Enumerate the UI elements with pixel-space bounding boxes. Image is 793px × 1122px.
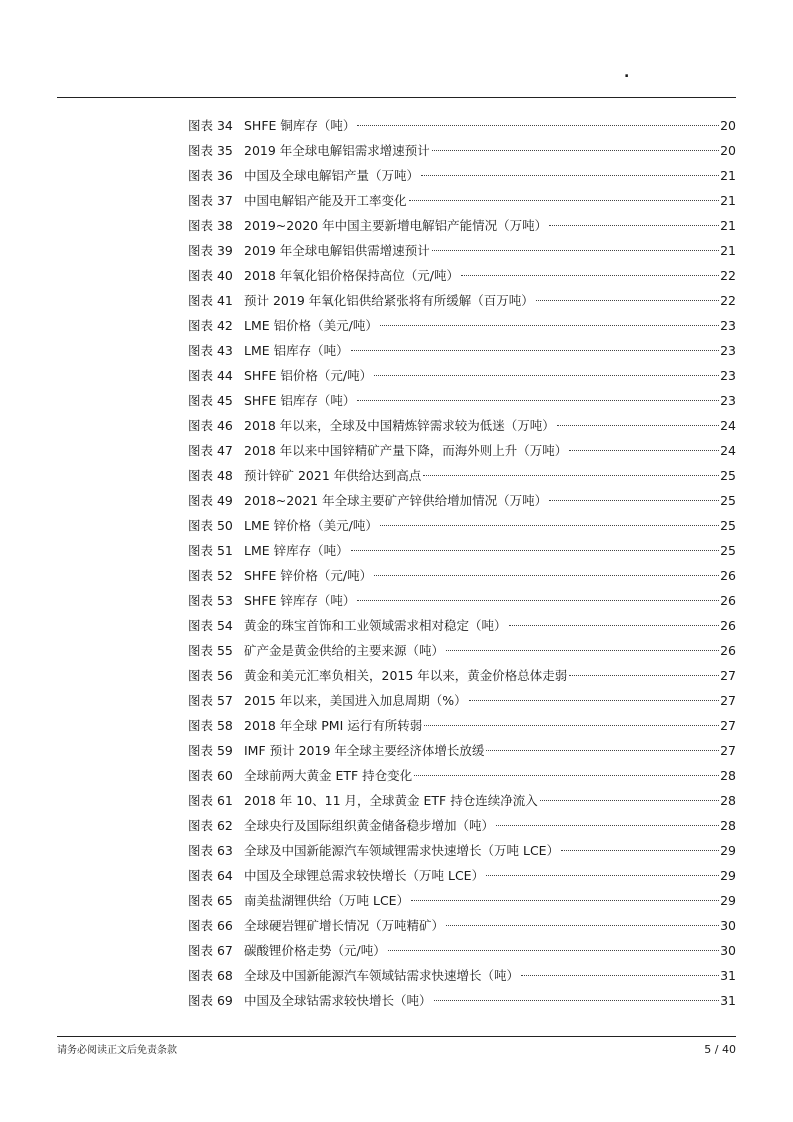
toc-entry-page[interactable]: 20 <box>720 143 736 158</box>
toc-entry[interactable] <box>188 238 736 263</box>
toc-dot-leader <box>569 675 719 676</box>
toc-entry-title[interactable]: 中国电解铝产能及开工率变化 <box>244 193 407 208</box>
toc-entry-title[interactable]: SHFE 铜库存（吨） <box>244 118 356 133</box>
toc-entry[interactable] <box>188 913 736 938</box>
toc-entry-label: 图表 47 <box>188 443 233 458</box>
toc-entry-page[interactable]: 21 <box>720 218 736 233</box>
toc-entry-title[interactable]: 2018 年 10、11 月，全球黄金 ETF 持仓连续净流入 <box>244 793 538 808</box>
toc-entry[interactable] <box>188 563 736 588</box>
toc-entry-label: 图表 52 <box>188 568 233 583</box>
toc-entry[interactable] <box>188 163 736 188</box>
toc-entry-title[interactable]: 2019~2020 年中国主要新增电解铝产能情况（万吨） <box>244 218 548 233</box>
toc-entry-label: 图表 43 <box>188 343 233 358</box>
toc-entry[interactable] <box>188 138 736 163</box>
toc-entry-title[interactable]: 全球及中国新能源汽车领域钴需求快速增长（吨） <box>244 968 520 983</box>
toc-entry[interactable] <box>188 663 736 688</box>
toc-entry-title[interactable]: 全球央行及国际组织黄金储备稳步增加（吨） <box>244 818 495 833</box>
toc-dot-leader <box>421 175 719 176</box>
toc-dot-leader <box>432 250 719 251</box>
toc-entry-title[interactable]: 2015 年以来，美国进入加息周期（%） <box>244 693 467 708</box>
toc-entry-page[interactable]: 25 <box>720 493 736 508</box>
toc-entry-title[interactable]: 2018 年以来，全球及中国精炼锌需求较为低迷（万吨） <box>244 418 555 433</box>
toc-entry-label: 图表 38 <box>188 218 233 233</box>
toc-entry-page[interactable]: 21 <box>720 243 736 258</box>
toc-dot-leader <box>469 700 719 701</box>
toc-entry-title[interactable]: 2019 年全球电解铝需求增速预计 <box>244 143 430 158</box>
toc-entry-label: 图表 48 <box>188 468 233 483</box>
toc-entry[interactable] <box>188 438 736 463</box>
toc-entry-title[interactable]: 矿产金是黄金供给的主要来源（吨） <box>244 643 445 658</box>
toc-dot-leader <box>388 950 719 951</box>
toc-entry-page[interactable]: 30 <box>720 943 736 958</box>
toc-entry[interactable] <box>188 638 736 663</box>
toc-entry[interactable] <box>188 463 736 488</box>
toc-entry-label: 图表 45 <box>188 393 233 408</box>
toc-entry-title[interactable]: 2018 年氧化铝价格保持高位（元/吨） <box>244 268 459 283</box>
toc-entry-label: 图表 65 <box>188 893 233 908</box>
toc-entry-title[interactable]: LME 铝价格（美元/吨） <box>244 318 378 333</box>
toc-entry[interactable] <box>188 388 736 413</box>
toc-entry[interactable] <box>188 363 736 388</box>
toc-entry-page[interactable]: 21 <box>720 168 736 183</box>
toc-entry-label: 图表 69 <box>188 993 233 1008</box>
toc-entry-page[interactable]: 27 <box>720 668 736 683</box>
toc-entry-label: 图表 64 <box>188 868 233 883</box>
toc-entry[interactable] <box>188 288 736 313</box>
toc-dot-leader <box>351 550 719 551</box>
toc-dot-leader <box>357 125 719 126</box>
toc-entry-title[interactable]: 预计 2019 年氧化铝供给紧张将有所缓解（百万吨） <box>244 293 534 308</box>
toc-dot-leader <box>569 450 719 451</box>
toc-dot-leader <box>423 475 719 476</box>
toc-entry[interactable] <box>188 688 736 713</box>
toc-entry-title[interactable]: 全球及中国新能源汽车领域锂需求快速增长（万吨 LCE） <box>244 843 560 858</box>
toc-entry-label: 图表 40 <box>188 268 233 283</box>
footer-rule <box>57 1036 736 1037</box>
toc-entry-title[interactable]: SHFE 锌价格（元/吨） <box>244 568 373 583</box>
toc-dot-leader <box>434 1000 720 1001</box>
toc-entry-page[interactable]: 25 <box>720 543 736 558</box>
toc-entry-label: 图表 35 <box>188 143 233 158</box>
toc-dot-leader <box>540 800 719 801</box>
toc-entry-label: 图表 44 <box>188 368 233 383</box>
toc-entry-page[interactable]: 24 <box>720 443 736 458</box>
toc-entry-page[interactable]: 31 <box>720 993 736 1008</box>
toc-dot-leader <box>557 425 719 426</box>
toc-dot-leader <box>549 500 719 501</box>
toc-entry[interactable] <box>188 863 736 888</box>
toc-entry-title[interactable]: 中国及全球电解铝产量（万吨） <box>244 168 420 183</box>
footer-disclaimer[interactable]: 请务必阅读正文后免责条款 <box>57 1045 177 1056</box>
toc-entry-page[interactable]: 26 <box>720 618 736 633</box>
toc-entry-title[interactable]: 中国及全球锂总需求较快增长（万吨 LCE） <box>244 868 485 883</box>
toc-dot-leader <box>374 575 719 576</box>
toc-entry-label: 图表 66 <box>188 918 233 933</box>
toc-entry-label: 图表 53 <box>188 593 233 608</box>
toc-entry-page[interactable]: 23 <box>720 343 736 358</box>
toc-entry-page[interactable]: 26 <box>720 643 736 658</box>
toc-entry-label: 图表 42 <box>188 318 233 333</box>
toc-entry[interactable] <box>188 788 736 813</box>
toc-entry-label: 图表 39 <box>188 243 233 258</box>
toc-dot-leader <box>351 350 719 351</box>
toc-dot-leader <box>446 925 719 926</box>
toc-entry[interactable] <box>188 963 736 988</box>
toc-entry-title[interactable]: SHFE 锌库存（吨） <box>244 593 356 608</box>
toc-entry-label: 图表 61 <box>188 793 233 808</box>
toc-entry-label: 图表 50 <box>188 518 233 533</box>
toc-dot-leader <box>374 375 719 376</box>
toc-entry[interactable] <box>188 488 736 513</box>
toc-entry-title[interactable]: 2018 年以来中国锌精矿产量下降，而海外则上升（万吨） <box>244 443 568 458</box>
toc-entry-page[interactable]: 24 <box>720 418 736 433</box>
toc-entry-page[interactable]: 23 <box>720 318 736 333</box>
toc-entry-title[interactable]: 南美盐湖锂供给（万吨 LCE） <box>244 893 410 908</box>
toc-dot-leader <box>536 300 719 301</box>
toc-entry-title[interactable]: SHFE 铝价格（元/吨） <box>244 368 373 383</box>
toc-entry-label: 图表 34 <box>188 118 233 133</box>
toc-entry-label: 图表 37 <box>188 193 233 208</box>
toc-entry[interactable] <box>188 113 736 138</box>
toc-entry-title[interactable]: 2018~2021 年全球主要矿产锌供给增加情况（万吨） <box>244 493 548 508</box>
toc-entry-title[interactable]: LME 锌库存（吨） <box>244 543 349 558</box>
toc-entry-label: 图表 63 <box>188 843 233 858</box>
toc-entry-label: 图表 68 <box>188 968 233 983</box>
toc-entry-page[interactable]: 27 <box>720 743 736 758</box>
toc-entry[interactable] <box>188 213 736 238</box>
toc-entry-label: 图表 51 <box>188 543 233 558</box>
toc-entry-page[interactable]: 30 <box>720 918 736 933</box>
toc-dot-leader <box>461 275 719 276</box>
toc-entry-label: 图表 67 <box>188 943 233 958</box>
toc-entry-label: 图表 60 <box>188 768 233 783</box>
toc-entry-label: 图表 62 <box>188 818 233 833</box>
toc-entry-title[interactable]: 黄金和美元汇率负相关，2015 年以来，黄金价格总体走弱 <box>244 668 568 683</box>
toc-entry-label: 图表 49 <box>188 493 233 508</box>
toc-entry-title[interactable]: LME 锌价格（美元/吨） <box>244 518 378 533</box>
toc-dot-leader <box>357 400 719 401</box>
toc-entry-title[interactable]: 2018 年全球 PMI 运行有所转弱 <box>244 718 423 733</box>
toc-entry[interactable] <box>188 713 736 738</box>
toc-dot-leader <box>561 850 719 851</box>
header-mark: . <box>624 65 630 81</box>
toc-entry-label: 图表 55 <box>188 643 233 658</box>
toc-dot-leader <box>549 225 719 226</box>
toc-entry-page[interactable]: 25 <box>720 518 736 533</box>
toc-dot-leader <box>446 650 719 651</box>
toc-entry-page[interactable]: 22 <box>720 293 736 308</box>
toc-dot-leader <box>509 625 720 626</box>
toc-entry-label: 图表 56 <box>188 668 233 683</box>
toc-entry-page[interactable]: 29 <box>720 868 736 883</box>
toc-entry-page[interactable]: 28 <box>720 768 736 783</box>
toc-entry[interactable] <box>188 738 736 763</box>
toc-entry-title[interactable]: LME 铝库存（吨） <box>244 343 349 358</box>
toc-entry-title[interactable]: 2019 年全球电解铝供需增速预计 <box>244 243 430 258</box>
toc-dot-leader <box>432 150 719 151</box>
header-rule <box>57 97 736 98</box>
toc-entry-title[interactable]: 碳酸锂价格走势（元/吨） <box>244 943 386 958</box>
toc-entry-title[interactable]: 全球前两大黄金 ETF 持仓变化 <box>244 768 413 783</box>
toc-entry-label: 图表 59 <box>188 743 233 758</box>
toc-dot-leader <box>357 600 719 601</box>
toc-entry-page[interactable]: 20 <box>720 118 736 133</box>
toc-entry-label: 图表 36 <box>188 168 233 183</box>
toc-entry-page[interactable]: 31 <box>720 968 736 983</box>
toc-entry-label: 图表 46 <box>188 418 233 433</box>
toc-dot-leader <box>414 775 719 776</box>
toc-entry-label: 图表 58 <box>188 718 233 733</box>
toc-entry-page[interactable]: 23 <box>720 368 736 383</box>
toc-dot-leader <box>424 725 719 726</box>
toc-entry-label: 图表 41 <box>188 293 233 308</box>
toc-entry[interactable] <box>188 838 736 863</box>
toc-entry-page[interactable]: 23 <box>720 393 736 408</box>
toc-entry-page[interactable]: 26 <box>720 593 736 608</box>
toc-entry-title[interactable]: IMF 预计 2019 年全球主要经济体增长放缓 <box>244 743 485 758</box>
toc-entry[interactable] <box>188 313 736 338</box>
toc-entry-title[interactable]: 全球硬岩锂矿增长情况（万吨精矿） <box>244 918 445 933</box>
toc-entry-title[interactable]: SHFE 铝库存（吨） <box>244 393 356 408</box>
toc-entry-page[interactable]: 28 <box>720 793 736 808</box>
toc-entry-page[interactable]: 27 <box>720 693 736 708</box>
toc-entry-title[interactable]: 黄金的珠宝首饰和工业领域需求相对稳定（吨） <box>244 618 507 633</box>
toc-entry-page[interactable]: 25 <box>720 468 736 483</box>
toc-entry-page[interactable]: 28 <box>720 818 736 833</box>
toc-dot-leader <box>486 875 719 876</box>
toc-entry-title[interactable]: 预计锌矿 2021 年供给达到高点 <box>244 468 422 483</box>
toc-dot-leader <box>380 525 719 526</box>
toc-entry-page[interactable]: 26 <box>720 568 736 583</box>
toc-dot-leader <box>409 200 720 201</box>
toc-entry-page[interactable]: 21 <box>720 193 736 208</box>
toc-dot-leader <box>411 900 719 901</box>
toc-dot-leader <box>496 825 719 826</box>
toc-entry[interactable] <box>188 763 736 788</box>
toc-entry-page[interactable]: 29 <box>720 843 736 858</box>
page-number: 5 / 40 <box>704 1043 736 1056</box>
toc-entry-label: 图表 57 <box>188 693 233 708</box>
toc-entry[interactable] <box>188 938 736 963</box>
toc-entry[interactable] <box>188 188 736 213</box>
toc-entry-page[interactable]: 29 <box>720 893 736 908</box>
toc-entry[interactable] <box>188 413 736 438</box>
toc-entry[interactable] <box>188 263 736 288</box>
toc-entry[interactable] <box>188 988 736 1013</box>
toc-entry[interactable] <box>188 588 736 613</box>
toc-entry-title[interactable]: 中国及全球钴需求较快增长（吨） <box>244 993 432 1008</box>
toc-entry[interactable] <box>188 513 736 538</box>
toc-entry-page[interactable]: 27 <box>720 718 736 733</box>
toc-dot-leader <box>380 325 719 326</box>
toc-dot-leader <box>521 975 719 976</box>
toc-entry-label: 图表 54 <box>188 618 233 633</box>
toc-entry[interactable] <box>188 338 736 363</box>
table-of-figures <box>188 113 736 1013</box>
toc-entry[interactable] <box>188 613 736 638</box>
toc-dot-leader <box>486 750 719 751</box>
toc-entry[interactable] <box>188 888 736 913</box>
toc-entry[interactable] <box>188 538 736 563</box>
toc-entry[interactable] <box>188 813 736 838</box>
toc-entry-page[interactable]: 22 <box>720 268 736 283</box>
